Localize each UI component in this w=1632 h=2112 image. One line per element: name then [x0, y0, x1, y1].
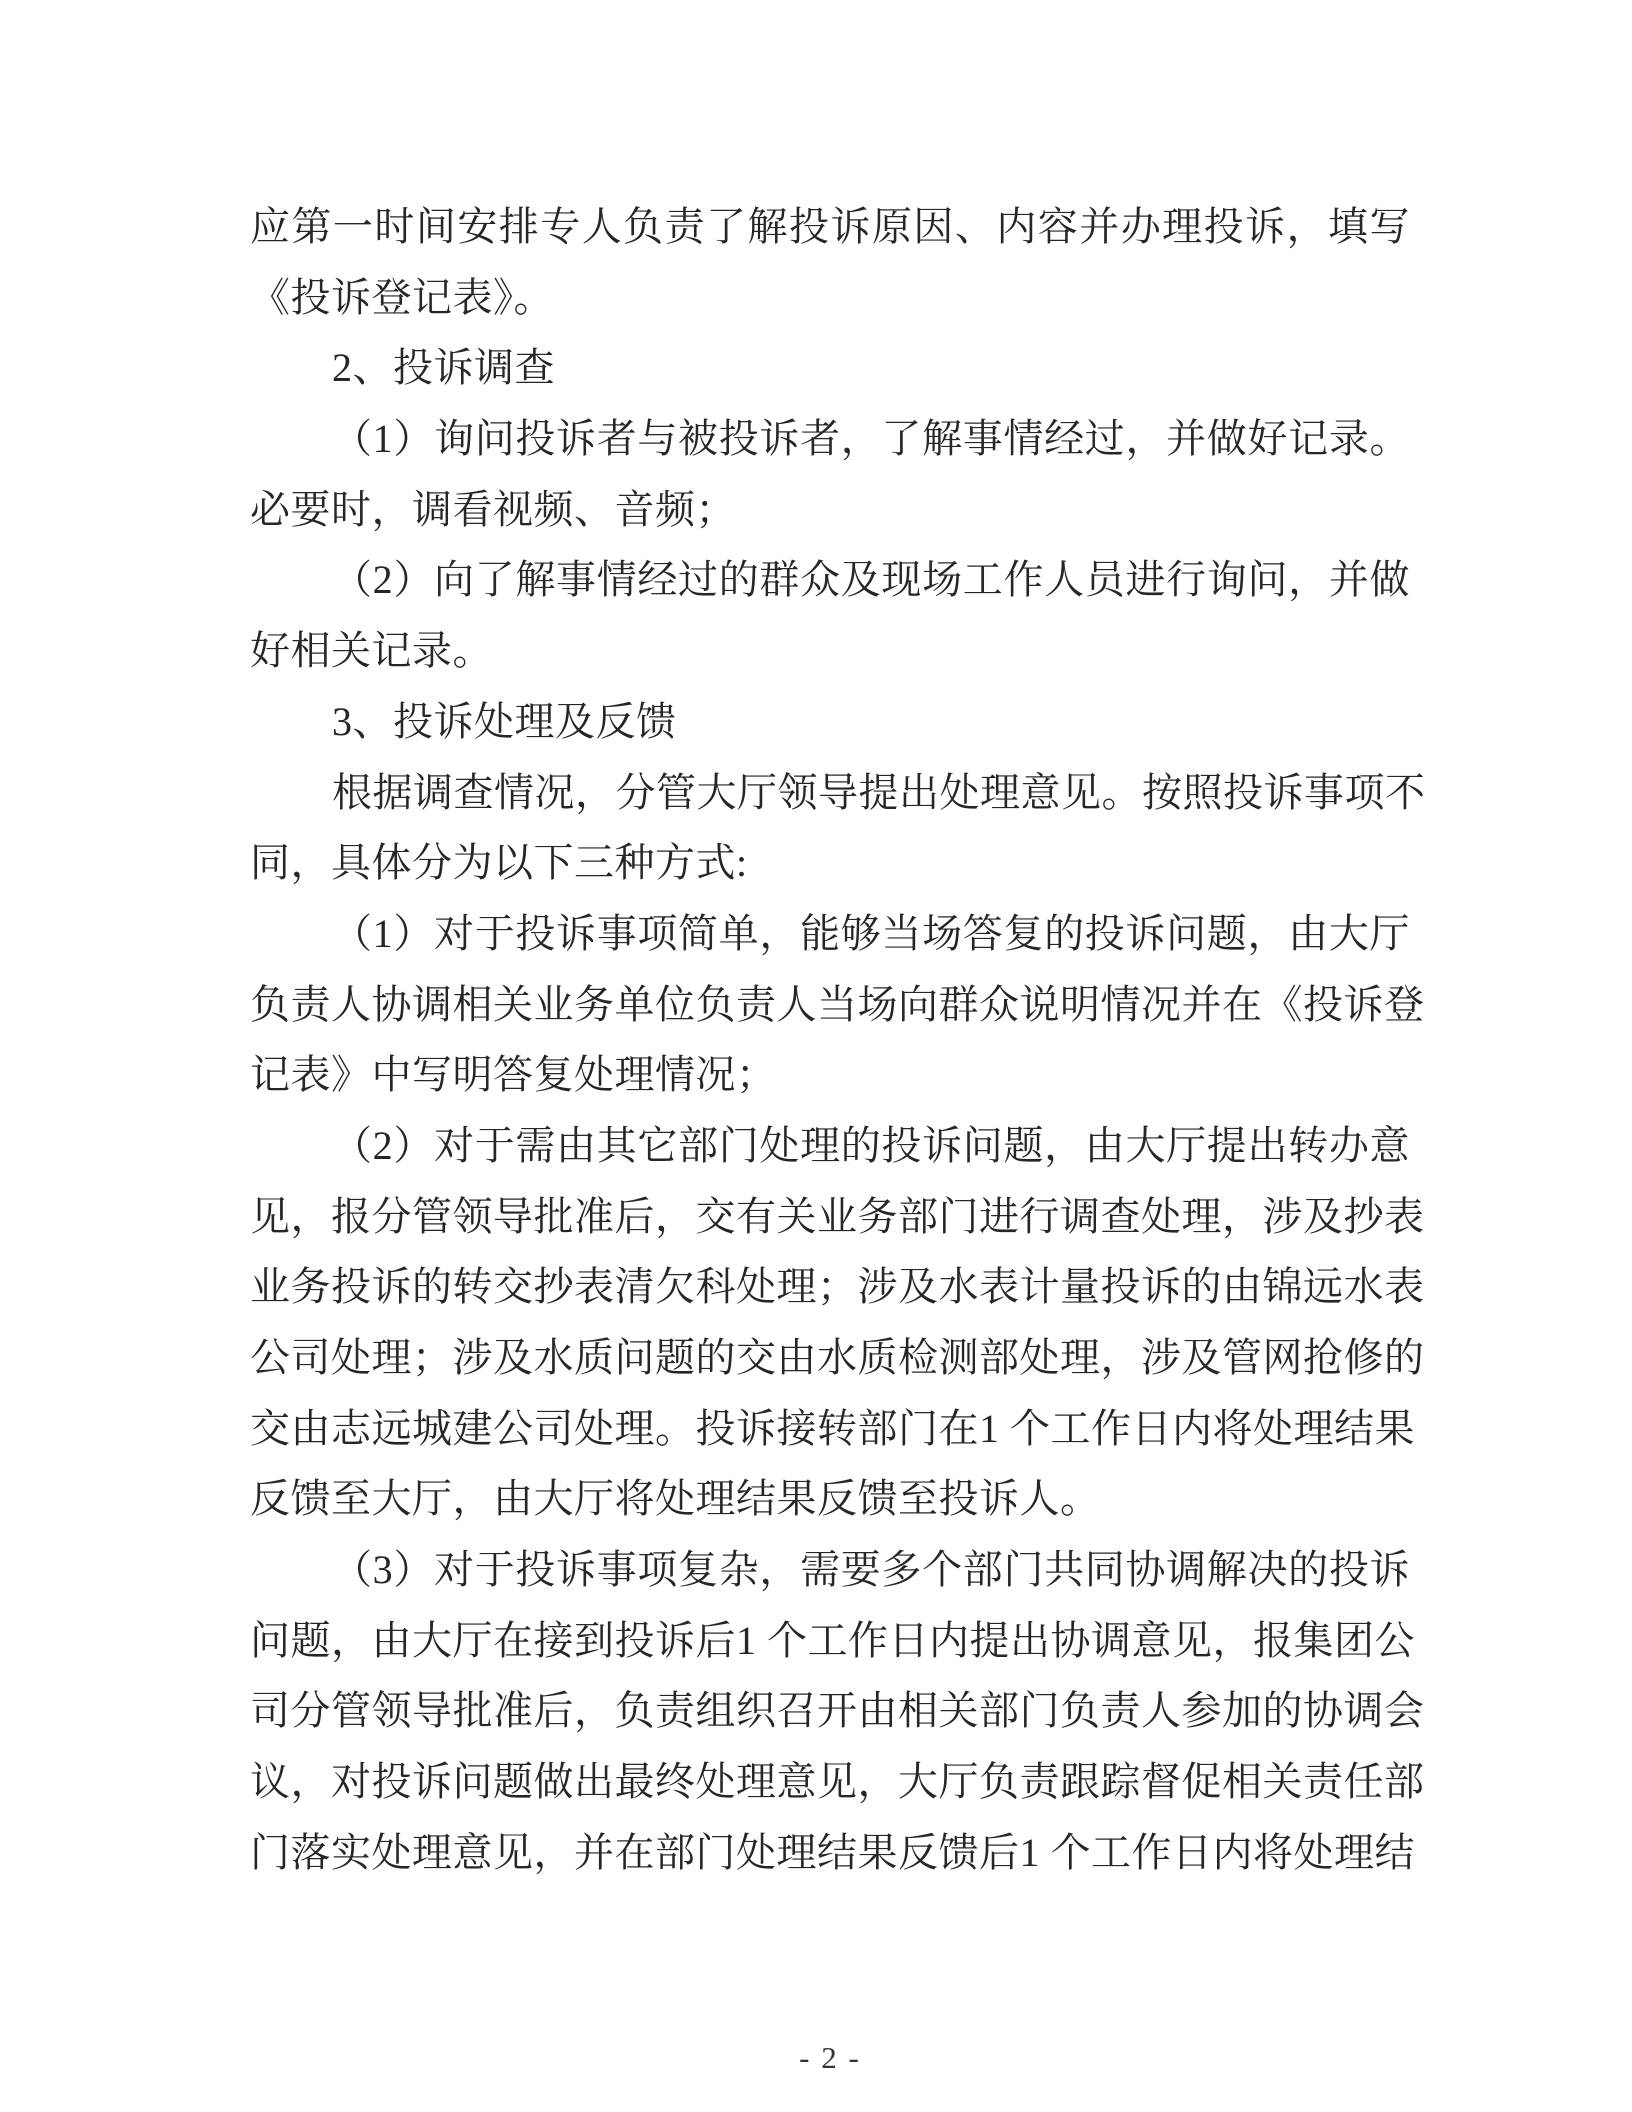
- text-line: 必要时，调看视频、音频；: [250, 486, 736, 532]
- text-line: 应第一时间安排专人负责了解投诉原因、内容并办理投诉，填写: [250, 204, 1410, 249]
- text-line: 3、投诉处理及反馈: [332, 698, 677, 744]
- text-line: （2）向了解事情经过的群众及现场工作人员进行询问，并做: [332, 557, 1410, 603]
- text-line: （3）对于投诉事项复杂，需要多个部门共同协调解决的投诉: [332, 1547, 1410, 1593]
- text-line: 同，具体分为以下三种方式:: [250, 840, 748, 886]
- text-line: 根据调查情况，分管大厅领导提出处理意见。按照投诉事项不: [332, 769, 1426, 815]
- text-line: （1）询问投诉者与被投诉者，了解事情经过，并做好记录。: [332, 416, 1410, 462]
- text-line: 交由志远城建公司处理。投诉接转部门在1 个工作日内将处理结果: [250, 1405, 1415, 1451]
- text-line: 记表》中写明答复处理情况；: [250, 1052, 777, 1098]
- text-line: 业务投诉的转交抄表清欠科处理；涉及水表计量投诉的由锦远水表: [250, 1264, 1425, 1310]
- text-line: 公司处理；涉及水质问题的交由水质检测部处理，涉及管网抢修的: [250, 1335, 1425, 1380]
- text-line: 好相关记录。: [250, 628, 493, 674]
- text-line: 负责人协调相关业务单位负责人当场向群众说明情况并在《投诉登: [250, 981, 1425, 1027]
- text-line: 门落实处理意见，并在部门处理结果反馈后1 个工作日内将处理结: [250, 1829, 1415, 1875]
- text-line: 《投诉登记表》。: [250, 274, 554, 320]
- document-body: [250, 192, 1426, 1889]
- text-line: 议，对投诉问题做出最终处理意见，大厅负责跟踪督促相关责任部: [250, 1759, 1425, 1805]
- text-line: 见，报分管领导批准后，交有关业务部门进行调查处理，涉及抄表: [250, 1193, 1425, 1239]
- text-line: 司分管领导批准后，负责组织召开由相关部门负责人参加的协调会: [250, 1688, 1425, 1734]
- text-line: 2、投诉调查: [332, 345, 555, 391]
- text-line: 问题，由大厅在接到投诉后1 个工作日内提出协调意见，报集团公: [250, 1617, 1415, 1663]
- text-line: （2）对于需由其它部门处理的投诉问题，由大厅提出转办意: [332, 1122, 1410, 1168]
- text-line: 反馈至大厅，由大厅将处理结果反馈至投诉人。: [250, 1476, 1101, 1522]
- page-number: - 2 -: [799, 2040, 861, 2075]
- text-line: （1）对于投诉事项简单，能够当场答复的投诉问题，由大厅: [332, 910, 1410, 956]
